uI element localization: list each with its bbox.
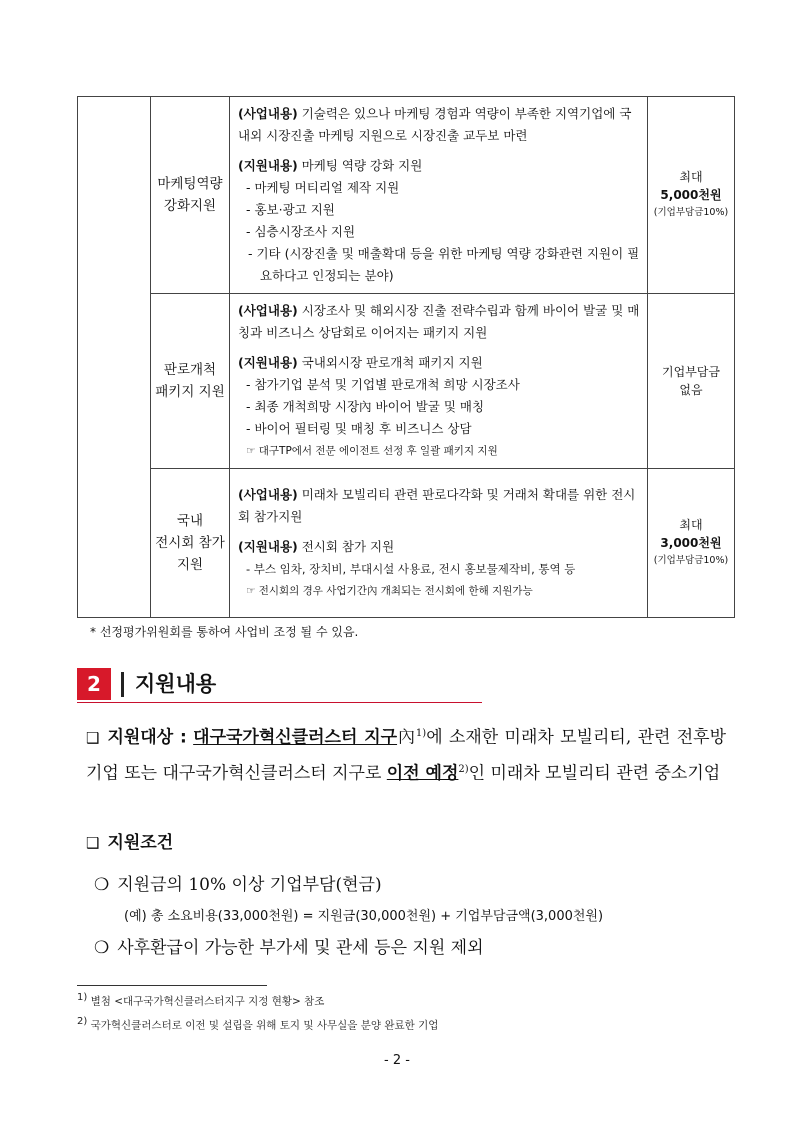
program-name-line: 강화지원: [163, 198, 217, 214]
program-detail-cell: [230, 97, 648, 294]
table-row: [78, 294, 735, 469]
amount-note: (기업부담금10%): [653, 555, 729, 566]
support-label: (지원내용): [238, 539, 298, 554]
footnote-mark: 2): [77, 1016, 88, 1027]
page-number: - 2 -: [384, 1053, 410, 1068]
footnote: [77, 992, 324, 1009]
desc-text: 미래차 모빌리티 관련 판로다각화 및 거래처 확대를 위한 전시회 참가지원: [238, 487, 636, 524]
amount-value: 5,000천원: [660, 188, 722, 202]
target-place: 대구국가혁신클러스터 지구: [193, 727, 398, 748]
condition-text: 지원금의 10% 이상 기업부담(현금): [117, 875, 382, 895]
desc-label: (사업내용): [238, 106, 298, 121]
condition-text: 사후환급이 가능한 부가세 및 관세 등은 지원 제외: [117, 938, 484, 958]
program-table: [77, 96, 735, 618]
amount-note: (기업부담금10%): [653, 207, 729, 218]
support-item: - 심층시장조사 지원: [246, 224, 356, 239]
desc-text: 기술력은 있으나 마케팅 경험과 역량이 부족한 지역기업에 국내외 시장진출 마케팅 지원으로 시장진출 교두보 마련: [238, 106, 632, 143]
condition-item: [94, 870, 734, 901]
condition-item: [94, 933, 734, 964]
program-name-line: 전시회 참가: [155, 535, 225, 551]
amount-line: 기업부담금: [662, 365, 720, 379]
program-name-cell: [151, 97, 230, 294]
amount-cell: [648, 294, 735, 469]
support-item: - 바이어 필터링 및 매칭 후 비즈니스 상담: [246, 421, 472, 436]
table-row: [78, 469, 735, 618]
amount-cell: [648, 97, 735, 294]
support-text: 국내외시장 판로개척 패키지 지원: [297, 355, 483, 370]
target-text-2: 인 미래차 모빌리티 관련 중소기업: [468, 763, 721, 784]
footnote-text: 국가혁신클러스터로 이전 및 설립을 위해 토지 및 사무실을 분양 완료한 기업: [87, 1019, 439, 1032]
support-label: (지원내용): [238, 355, 298, 370]
support-item: - 홍보·광고 지원: [246, 202, 335, 217]
footnote-ref: 1): [415, 728, 427, 739]
program-name-line: 판로개척: [163, 362, 217, 378]
amount-line: 없음: [679, 383, 703, 397]
support-item: - 부스 임차, 장치비, 부대시설 사용료, 전시 홍보물제작비, 통역 등: [246, 562, 576, 576]
program-detail-cell: [230, 294, 648, 469]
circle-bullet-icon: ❍: [94, 875, 110, 895]
desc-label: (사업내용): [238, 303, 298, 318]
amount-prefix: 최대: [679, 170, 703, 184]
conditions-label: 지원조건: [107, 833, 174, 853]
footnote-divider: [77, 985, 267, 986]
desc-text: 시장조사 및 해외시장 진출 전략수립과 함께 바이어 발굴 및 매칭과 비즈니스 상담회로 이어지는 패키지 지원: [238, 303, 640, 340]
program-name-line: 지원: [176, 557, 204, 573]
checkbox-bullet-icon: ❑: [86, 728, 100, 747]
support-note: ☞ 전시회의 경우 사업기간內 개최되는 전시회에 한해 지원가능: [246, 585, 533, 597]
footnote-text: 별첨 <대구국가혁신클러스터지구 지정 현황> 참조: [87, 995, 325, 1008]
target-label: 지원대상 :: [107, 727, 187, 748]
target-inside: 內: [397, 727, 416, 748]
amount-prefix: 최대: [679, 518, 703, 532]
desc-label: (사업내용): [238, 487, 298, 502]
footnote-ref: 2): [458, 763, 469, 775]
section-number: 2: [77, 668, 111, 700]
category-cell: [78, 97, 151, 618]
support-text: 마케팅 역량 강화 지원: [297, 158, 423, 173]
target-text-1: 에 소재한 미래차 모빌리티, 관련 전후방 기업 또는 대구국가혁신클러스터 지구로: [86, 727, 727, 784]
table-footnote: * 선정평가위원회를 통하여 사업비 조정 될 수 있음.: [90, 625, 359, 639]
section-heading: [77, 668, 482, 703]
support-target-paragraph: [86, 718, 726, 789]
support-item: - 참가기업 분석 및 기업별 판로개척 희망 시장조사: [246, 377, 520, 392]
circle-bullet-icon: ❍: [94, 938, 110, 958]
amount-value: 3,000천원: [660, 536, 722, 550]
program-name-cell: [151, 469, 230, 618]
program-name-line: 패키지 지원: [155, 384, 225, 400]
support-item: - 최종 개척희망 시장內 바이어 발굴 및 매칭: [246, 399, 485, 414]
support-text: 전시회 참가 지원: [297, 539, 395, 554]
support-item: - 마케팅 머티리얼 제작 지원: [246, 180, 400, 195]
condition-example: (예) 총 소요비용(33,000천원) = 지원금(30,000천원) + 기업부담금액(3,000천원): [124, 909, 604, 924]
section-divider: [121, 672, 124, 697]
checkbox-bullet-icon: ❑: [86, 834, 100, 852]
footnote-mark: 1): [77, 992, 88, 1003]
support-note: ☞ 대구TP에서 전문 에이전트 선정 후 일괄 패키지 지원: [246, 445, 498, 457]
footnote: [77, 1016, 438, 1033]
support-label: (지원내용): [238, 158, 298, 173]
program-name-line: 국내: [176, 513, 204, 529]
support-item: - 기타 (시장진출 및 매출확대 등을 위한 마케팅 역량 강화관련 지원이 필요하다고 인정되는 분야): [248, 246, 640, 283]
program-name-cell: [151, 294, 230, 469]
table-row: [78, 97, 735, 294]
section-title: 지원내용: [135, 672, 217, 696]
amount-cell: [648, 469, 735, 618]
program-detail-cell: [230, 469, 648, 618]
conditions-heading: [86, 828, 726, 859]
program-name-line: 마케팅역량: [157, 176, 223, 192]
target-move: 이전 예정: [386, 763, 459, 784]
